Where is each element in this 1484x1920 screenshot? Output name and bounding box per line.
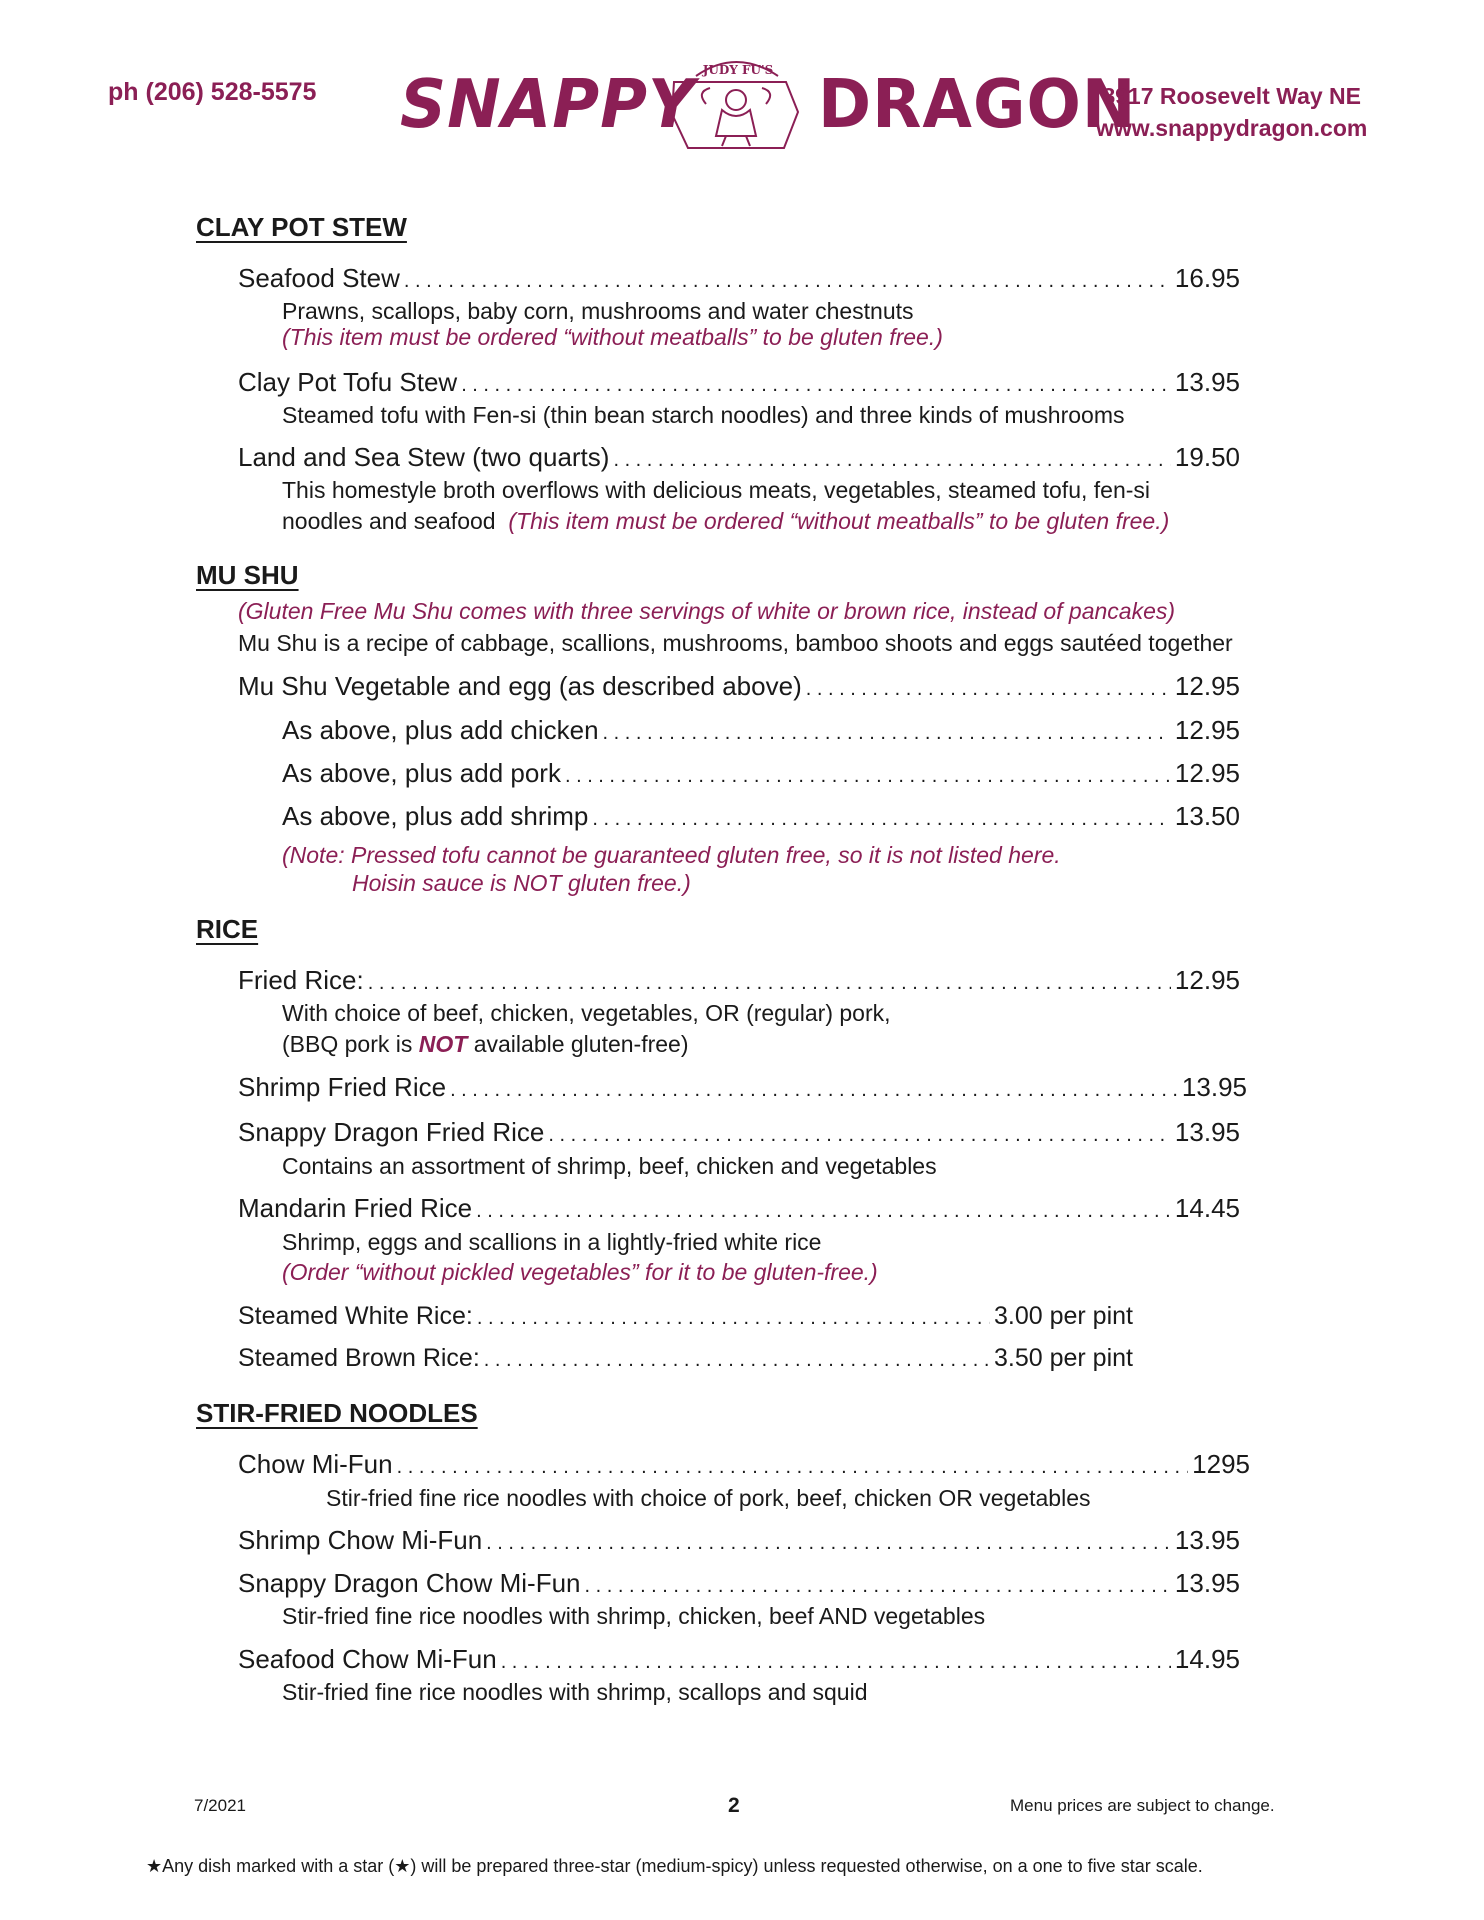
item-price: 19.50	[1174, 442, 1240, 472]
leader-dots	[806, 678, 1171, 701]
leader-dots	[476, 1200, 1171, 1223]
item-price: 13.95	[1174, 367, 1240, 397]
menu-item	[238, 1302, 1160, 1331]
item-price: 13.95	[1181, 1072, 1247, 1102]
tofu-note: (Note: Pressed tofu cannot be guaranteed gluten free, so it is not listed here.	[282, 842, 1061, 868]
mu-shu-gluten-note: (Gluten Free Mu Shu comes with three servings of white or brown rice, instead of pancakes)	[238, 598, 1176, 624]
leader-dots	[477, 1307, 990, 1330]
item-price: 3.50 per pint	[994, 1344, 1133, 1372]
item-price: 13.95	[1174, 1525, 1240, 1555]
item-name: Seafood Chow Mi-Fun	[238, 1644, 497, 1674]
item-name: Seafood Stew	[238, 263, 400, 293]
leader-dots	[613, 449, 1170, 472]
hoisin-note: Hoisin sauce is NOT gluten free.)	[352, 870, 691, 896]
item-description: With choice of beef, chicken, vegetables, OR (regular) pork,	[282, 1000, 891, 1026]
menu-item	[238, 442, 1240, 473]
menu-item	[238, 1644, 1240, 1675]
leader-dots	[368, 972, 1171, 995]
item-price: 13.95	[1174, 1568, 1240, 1598]
gluten-note: (This item must be ordered “without meatballs” to be gluten free.)	[508, 508, 1170, 534]
page-header	[0, 0, 1484, 170]
leader-dots	[592, 808, 1171, 831]
menu-item	[238, 965, 1240, 996]
menu-item	[238, 1193, 1240, 1224]
leader-dots	[548, 1124, 1171, 1147]
leader-dots	[461, 374, 1171, 397]
item-name: Steamed Brown Rice:	[238, 1344, 480, 1372]
item-name: Clay Pot Tofu Stew	[238, 367, 458, 397]
menu-item	[282, 801, 1240, 832]
website: www.snappydragon.com	[1096, 115, 1368, 141]
menu-item	[238, 1525, 1240, 1556]
menu-item	[238, 263, 1240, 294]
leader-dots	[450, 1079, 1178, 1102]
menu-item	[282, 715, 1240, 746]
item-description: Steamed tofu with Fen-si (thin bean starch noodles) and three kinds of mushrooms	[282, 402, 1125, 428]
star-scale-note: ★Any dish marked with a star (★) will be prepared three-star (medium-spicy) unless requested otherwise, on a one to five star scale.	[146, 1856, 1203, 1876]
item-price: 16.95	[1174, 263, 1240, 293]
item-price: 14.95	[1174, 1644, 1240, 1674]
item-description: This homestyle broth overflows with delicious meats, vegetables, steamed tofu, fen-si	[282, 477, 1151, 503]
item-price: 1295	[1192, 1449, 1250, 1479]
item-description: Prawns, scallops, baby corn, mushrooms and water chestnuts	[282, 298, 914, 324]
menu-item	[238, 367, 1240, 398]
leader-dots	[397, 1456, 1189, 1479]
gluten-note: (This item must be ordered “without meatballs” to be gluten free.)	[282, 324, 943, 350]
item-price: 13.50	[1174, 801, 1240, 831]
menu-item	[238, 1568, 1240, 1599]
prices-note: Menu prices are subject to change.	[1010, 1796, 1275, 1815]
section-mu-shu: MU SHU	[196, 560, 299, 590]
item-name: As above, plus add shrimp	[282, 801, 589, 831]
menu-item	[238, 1449, 1250, 1480]
item-name: Snappy Dragon Fried Rice	[238, 1117, 545, 1147]
leader-dots	[404, 270, 1171, 293]
item-name: Mu Shu Vegetable and egg (as described above)	[238, 671, 802, 701]
item-description: Stir-fried fine rice noodles with shrimp, chicken, beef AND vegetables	[282, 1603, 986, 1629]
leader-dots	[484, 1349, 990, 1372]
leader-dots	[486, 1532, 1171, 1555]
item-price: 12.95	[1174, 758, 1240, 788]
leader-dots	[565, 765, 1171, 788]
item-name: Snappy Dragon Chow Mi-Fun	[238, 1568, 581, 1598]
dragon-logo-icon	[666, 52, 806, 152]
item-description: Stir-fried fine rice noodles with choice of pork, beef, chicken OR vegetables	[326, 1485, 1091, 1511]
phone-number: ph (206) 528-5575	[108, 78, 317, 106]
not-emphasis: NOT	[418, 1031, 468, 1057]
item-name: As above, plus add chicken	[282, 715, 599, 745]
brand-name-right: DRAGON	[818, 66, 1137, 144]
page-number: 2	[728, 1794, 740, 1817]
item-price: 3.00 per pint	[994, 1302, 1133, 1330]
brand-name-left: SNAPPY	[400, 66, 696, 144]
menu-item	[238, 1117, 1240, 1148]
item-name: Land and Sea Stew (two quarts)	[238, 442, 610, 472]
item-name: Steamed White Rice:	[238, 1302, 473, 1330]
mu-shu-intro: Mu Shu is a recipe of cabbage, scallions, mushrooms, bamboo shoots and eggs sautéed together	[238, 630, 1233, 656]
address-block	[1096, 80, 1367, 144]
item-description: Stir-fried fine rice noodles with shrimp, scallops and squid	[282, 1679, 868, 1705]
item-price: 12.95	[1174, 671, 1240, 701]
item-name: Mandarin Fried Rice	[238, 1193, 473, 1223]
street-address: 8917 Roosevelt Way NE	[1102, 83, 1361, 109]
leader-dots	[585, 1575, 1171, 1598]
item-price: 12.95	[1174, 965, 1240, 995]
leader-dots	[603, 722, 1171, 745]
menu-item	[238, 671, 1240, 702]
item-description: Contains an assortment of shrimp, beef, chicken and vegetables	[282, 1153, 937, 1179]
gluten-note: (Order “without pickled vegetables” for it to be gluten-free.)	[282, 1259, 878, 1285]
leader-dots	[501, 1651, 1171, 1674]
menu-item	[238, 1072, 1247, 1103]
item-description: Shrimp, eggs and scallions in a lightly-fried white rice	[282, 1229, 822, 1255]
item-description-line2: (BBQ pork is NOT available gluten-free)	[282, 1031, 689, 1057]
item-price: 14.45	[1174, 1193, 1240, 1223]
item-name: Shrimp Chow Mi-Fun	[238, 1525, 483, 1555]
item-name: Chow Mi-Fun	[238, 1449, 393, 1479]
svg-text:JUDY FU'S: JUDY FU'S	[702, 63, 774, 77]
item-price: 13.95	[1174, 1117, 1240, 1147]
section-stir-fried-noodles: STIR-FRIED NOODLES	[196, 1398, 478, 1428]
section-clay-pot-stew: CLAY POT STEW	[196, 212, 407, 242]
item-name: Shrimp Fried Rice	[238, 1072, 447, 1102]
item-name: Fried Rice:	[238, 965, 364, 995]
menu-item	[238, 1344, 1160, 1373]
menu-date: 7/2021	[194, 1796, 246, 1815]
section-rice: RICE	[196, 914, 259, 944]
menu-item	[282, 758, 1240, 789]
item-name: As above, plus add pork	[282, 758, 561, 788]
item-price: 12.95	[1174, 715, 1240, 745]
item-description-line2: noodles and seafood (This item must be ordered “without meatballs” to be gluten free.)	[282, 508, 1170, 534]
